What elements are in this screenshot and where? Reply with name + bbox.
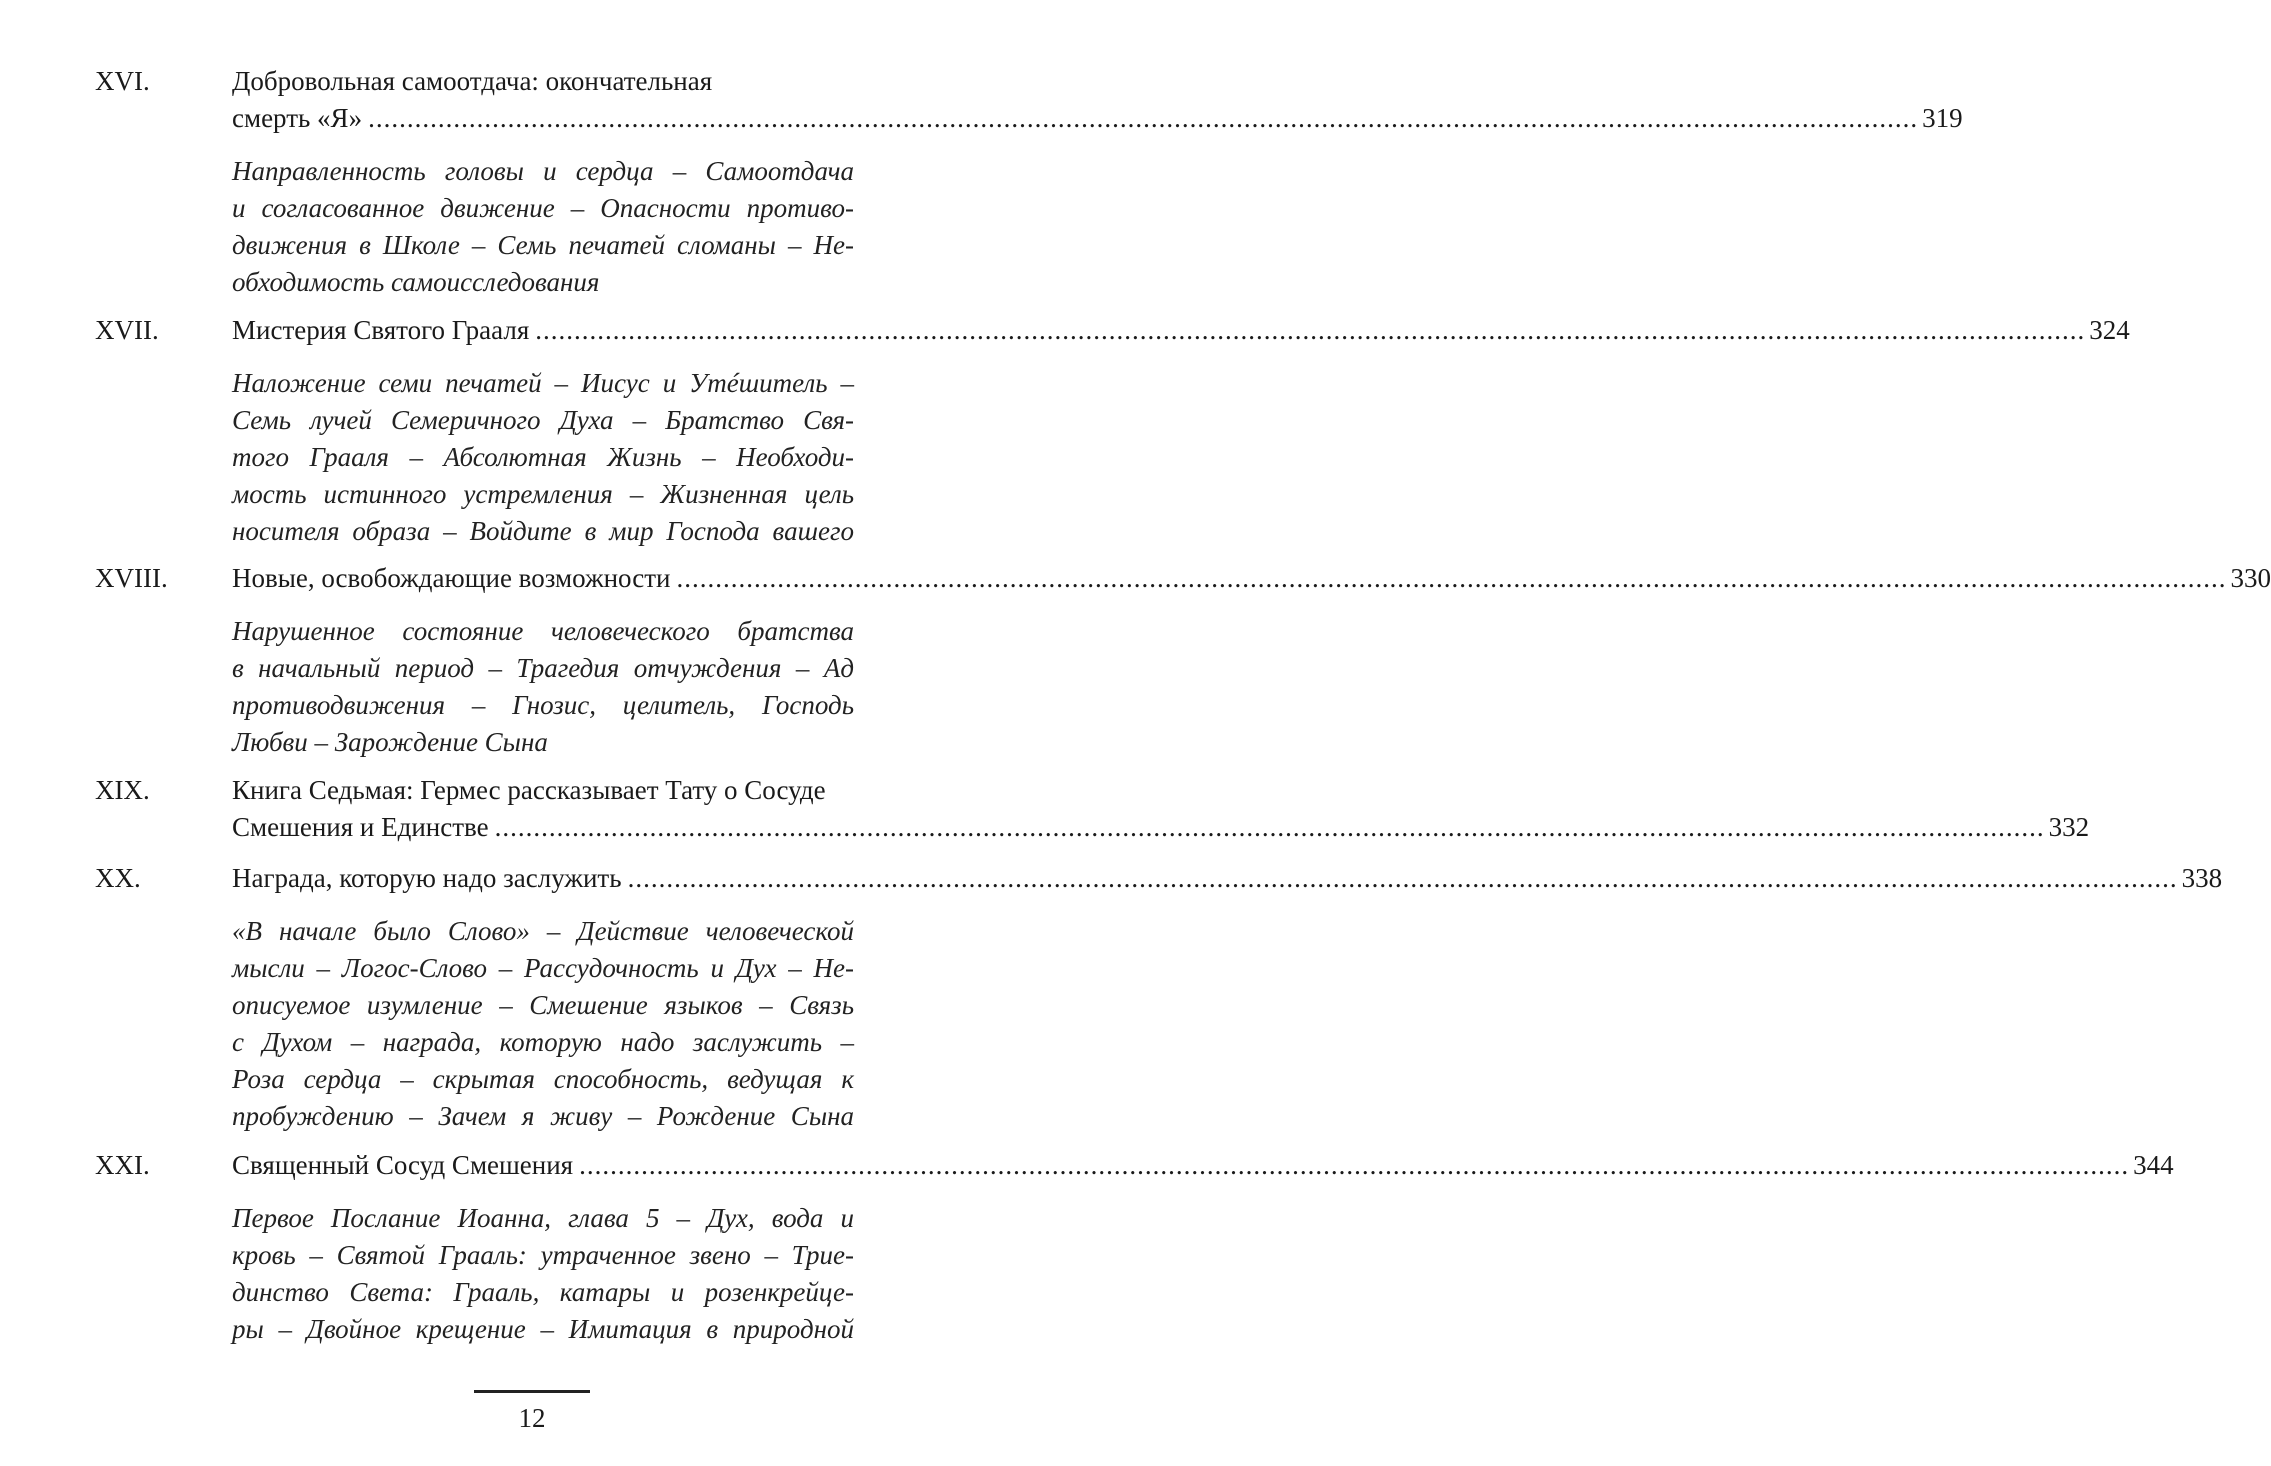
chapter-title-line: Смешения и Единстве xyxy=(232,812,489,842)
chapter-title-line: Мистерия Святого Грааля xyxy=(232,315,530,345)
summary-line: Нарушенное состояние человеческого братства xyxy=(232,616,854,646)
chapter-number: XVIII. xyxy=(95,563,168,593)
summary-line: Роза сердца – скрытая способность, ведущая к xyxy=(232,1064,854,1094)
chapter-number: XIX. xyxy=(95,775,150,805)
chapter-title xyxy=(232,560,2271,597)
page-number: 324 xyxy=(2089,315,2130,345)
chapter-summary xyxy=(232,913,854,1135)
chapter-summary xyxy=(232,153,854,301)
chapter-title xyxy=(232,860,2223,897)
page-number: 344 xyxy=(2133,1150,2174,1180)
leader-dots: ........................................................................................................................................................................................................ xyxy=(627,863,2178,893)
page-folio: 12 xyxy=(518,1403,546,1433)
summary-line: ры – Двойное крещение – Имитация в природной xyxy=(232,1314,854,1344)
summary-line: описуемое изумление – Смешение языков – Связь xyxy=(232,990,854,1020)
summary-line: пробуждению – Зачем я живу – Рождение Сына xyxy=(232,1101,854,1131)
chapter-summary xyxy=(232,365,854,550)
chapter-title-line: Награда, которую надо заслужить xyxy=(232,863,622,893)
summary-line: Семь лучей Семеричного Духа – Братство Свя- xyxy=(232,405,854,435)
summary-line: Первое Послание Иоанна, глава 5 – Дух, вода и xyxy=(232,1203,854,1233)
summary-line: движения в Школе – Семь печатей сломаны – Не- xyxy=(232,230,854,260)
page-number: 319 xyxy=(1922,103,1963,133)
chapter-number: XVII. xyxy=(95,315,159,345)
summary-line: Наложение семи печатей – Иисус и Утéшитель – xyxy=(232,368,854,398)
chapter-number: XX. xyxy=(95,863,141,893)
leader-dots: ........................................................................................................................................................................................................ xyxy=(676,563,2227,593)
chapter-title-line: смерть «Я» xyxy=(232,103,363,133)
summary-line: в начальный период – Трагедия отчуждения – Ад xyxy=(232,653,854,683)
page-number: 332 xyxy=(2048,812,2090,842)
summary-line: «В начале было Слово» – Действие человеческой xyxy=(232,916,854,946)
leader-dots: ........................................................................................................................................................................................................ xyxy=(368,103,1919,133)
summary-line: носителя образа – Войдите в мир Господа вашего xyxy=(232,516,854,546)
summary-line: с Духом – награда, которую надо заслужить – xyxy=(232,1027,854,1057)
chapter-number: XXI. xyxy=(95,1150,150,1180)
chapter-number: XVI. xyxy=(95,66,150,96)
leader-dots: ........................................................................................................................................................................................................ xyxy=(494,812,2045,842)
chapter-title xyxy=(232,312,2130,349)
summary-line: и согласованное движение – Опасности противо- xyxy=(232,193,854,223)
summary-line: мысли – Логос-Слово – Рассудочность и Дух – Не- xyxy=(232,953,854,983)
summary-line: противодвижения – Гнозис, целитель, Господь xyxy=(232,690,854,720)
summary-line: кровь – Святой Грааль: утраченное звено – Трие- xyxy=(232,1240,854,1270)
page-number: 330 xyxy=(2230,563,2271,593)
chapter-title xyxy=(232,772,2090,846)
chapter-title-line: Добровольная самоотдача: окончательная xyxy=(232,66,713,96)
leader-dots: ........................................................................................................................................................................................................ xyxy=(579,1150,2130,1180)
summary-line: динство Света: Грааль, катары и розенкрейце- xyxy=(232,1277,854,1307)
leader-dots: ........................................................................................................................................................................................................ xyxy=(535,315,2086,345)
chapter-title xyxy=(232,63,1963,137)
chapter-summary xyxy=(232,613,854,761)
chapter-summary xyxy=(232,1200,854,1348)
summary-line: того Грааля – Абсолютная Жизнь – Необходи- xyxy=(232,442,854,472)
chapter-title-line: Книга Седьмая: Гермес рассказывает Тату о Сосуде xyxy=(232,775,826,805)
summary-line: Любви – Зарождение Сына xyxy=(232,727,548,757)
chapter-title-line: Священный Сосуд Смешения xyxy=(232,1150,574,1180)
chapter-title-line: Новые, освобождающие возможности xyxy=(232,563,671,593)
summary-line: обходимость самоисследования xyxy=(232,267,600,297)
summary-line: мость истинного устремления – Жизненная цель xyxy=(232,479,854,509)
summary-line: Направленность головы и сердца – Самоотдача xyxy=(232,156,854,186)
chapter-title xyxy=(232,1147,2174,1184)
footer-rule xyxy=(474,1390,590,1393)
page-number: 338 xyxy=(2181,863,2223,893)
